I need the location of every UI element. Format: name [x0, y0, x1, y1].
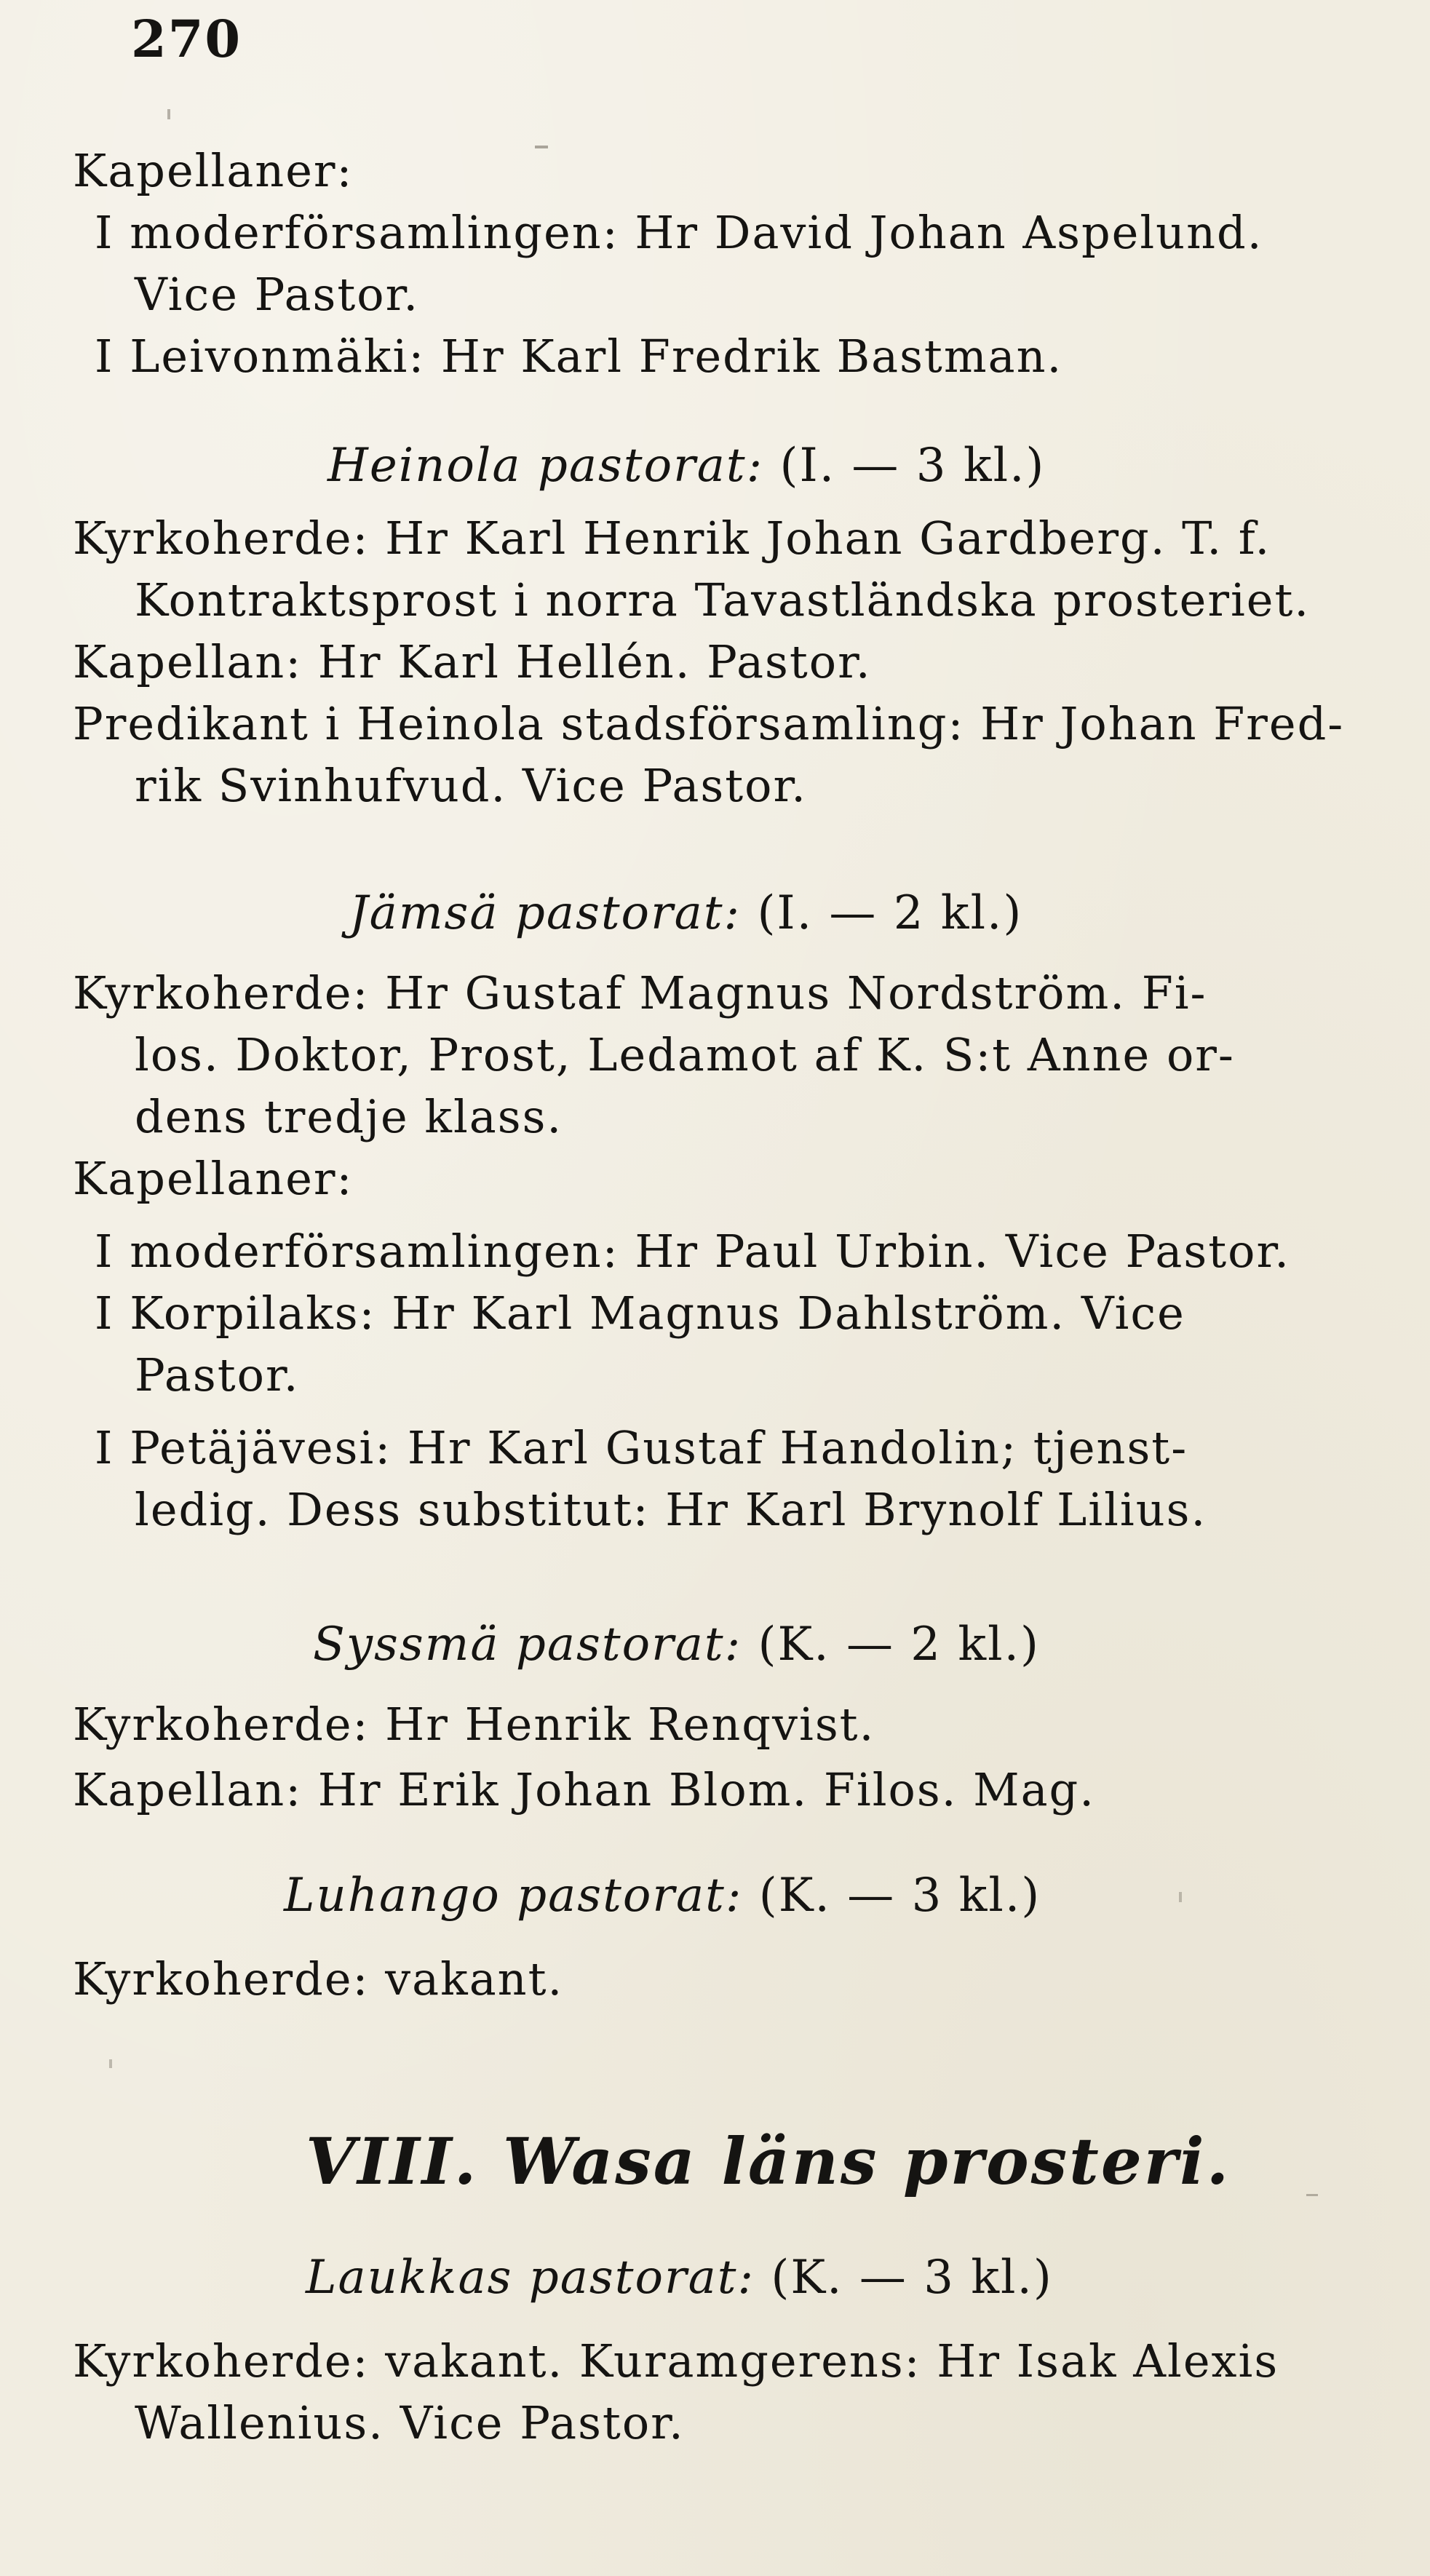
text-line: ledig. Dess substitut: Hr Karl Brynolf Lilius. — [135, 1483, 1207, 1536]
text-line: Kapellaner: — [73, 144, 354, 197]
section-heading — [327, 437, 1045, 495]
paper-speck — [167, 109, 170, 119]
text-line: Kontraktsprost i norra Tavastländska prosteriet. — [135, 573, 1311, 627]
text-line: Kapellan: Hr Erik Johan Blom. Filos. Mag. — [73, 1763, 1095, 1816]
pastorat-class: (K. — 3 kl.) — [771, 2251, 1053, 2305]
text-line: I Petäjävesi: Hr Karl Gustaf Handolin; tjenst- — [95, 1421, 1188, 1474]
page-number: 270 — [131, 9, 242, 69]
text-line: I moderförsamlingen: Hr David Johan Aspelund. — [95, 206, 1263, 259]
text-line: Kyrkoherde: vakant. — [73, 1952, 564, 2005]
pastorat-class: (K. — 3 kl.) — [758, 1869, 1041, 1923]
section-heading — [306, 2249, 1053, 2307]
text-line: rik Svinhufvud. Vice Pastor. — [135, 759, 807, 812]
text-line: Pastor. — [135, 1348, 300, 1402]
text-line: Kapellaner: — [73, 1152, 354, 1205]
paper-speck — [1306, 2194, 1318, 2196]
text-line: Vice Pastor. — [135, 268, 420, 321]
text-line: I Korpilaks: Hr Karl Magnus Dahlström. Vice — [95, 1287, 1185, 1340]
section-heading — [284, 1867, 1041, 1925]
text-line: los. Doktor, Prost, Ledamot af K. S:t Anne or- — [135, 1028, 1235, 1081]
text-line: Kyrkoherde: vakant. Kuramgerens: Hr Isak Alexis — [73, 2334, 1279, 2388]
paper-speck — [109, 2059, 112, 2068]
text-line: I moderförsamlingen: Hr Paul Urbin. Vice Pastor. — [95, 1225, 1290, 1278]
paper-speck — [1179, 1892, 1182, 1902]
pastorat-name: Laukkas pastorat: — [306, 2251, 755, 2305]
text-line: Kyrkoherde: Hr Henrik Renqvist. — [73, 1698, 875, 1751]
section-heading — [349, 884, 1022, 942]
text-line: I Leivonmäki: Hr Karl Fredrik Bastman. — [95, 330, 1063, 383]
pastorat-class: (I. — 2 kl.) — [757, 886, 1023, 940]
text-line: dens tredje klass. — [135, 1090, 563, 1143]
pastorat-name: Jämsä pastorat: — [349, 886, 742, 940]
section-heading — [313, 1615, 1040, 1674]
pastorat-name: Luhango pastorat: — [284, 1869, 743, 1923]
text-line: Kapellan: Hr Karl Hellén. Pastor. — [73, 635, 872, 688]
pastorat-name: Heinola pastorat: — [327, 439, 764, 493]
text-line: Predikant i Heinola stadsförsamling: Hr Johan Fred- — [73, 697, 1345, 750]
pastorat-class: (K. — 2 kl.) — [758, 1618, 1040, 1671]
paper-speck — [535, 146, 548, 148]
pastorat-name: Syssmä pastorat: — [313, 1618, 742, 1671]
text-line: Wallenius. Vice Pastor. — [135, 2396, 685, 2449]
pastorat-class: (I. — 3 kl.) — [779, 439, 1046, 493]
text-line: Kyrkoherde: Hr Gustaf Magnus Nordström. Fi- — [73, 966, 1207, 1019]
chapter-title: VIII. Wasa läns prosteri. — [306, 2123, 1231, 2199]
text-line: Kyrkoherde: Hr Karl Henrik Johan Gardberg. T. f. — [73, 512, 1271, 565]
